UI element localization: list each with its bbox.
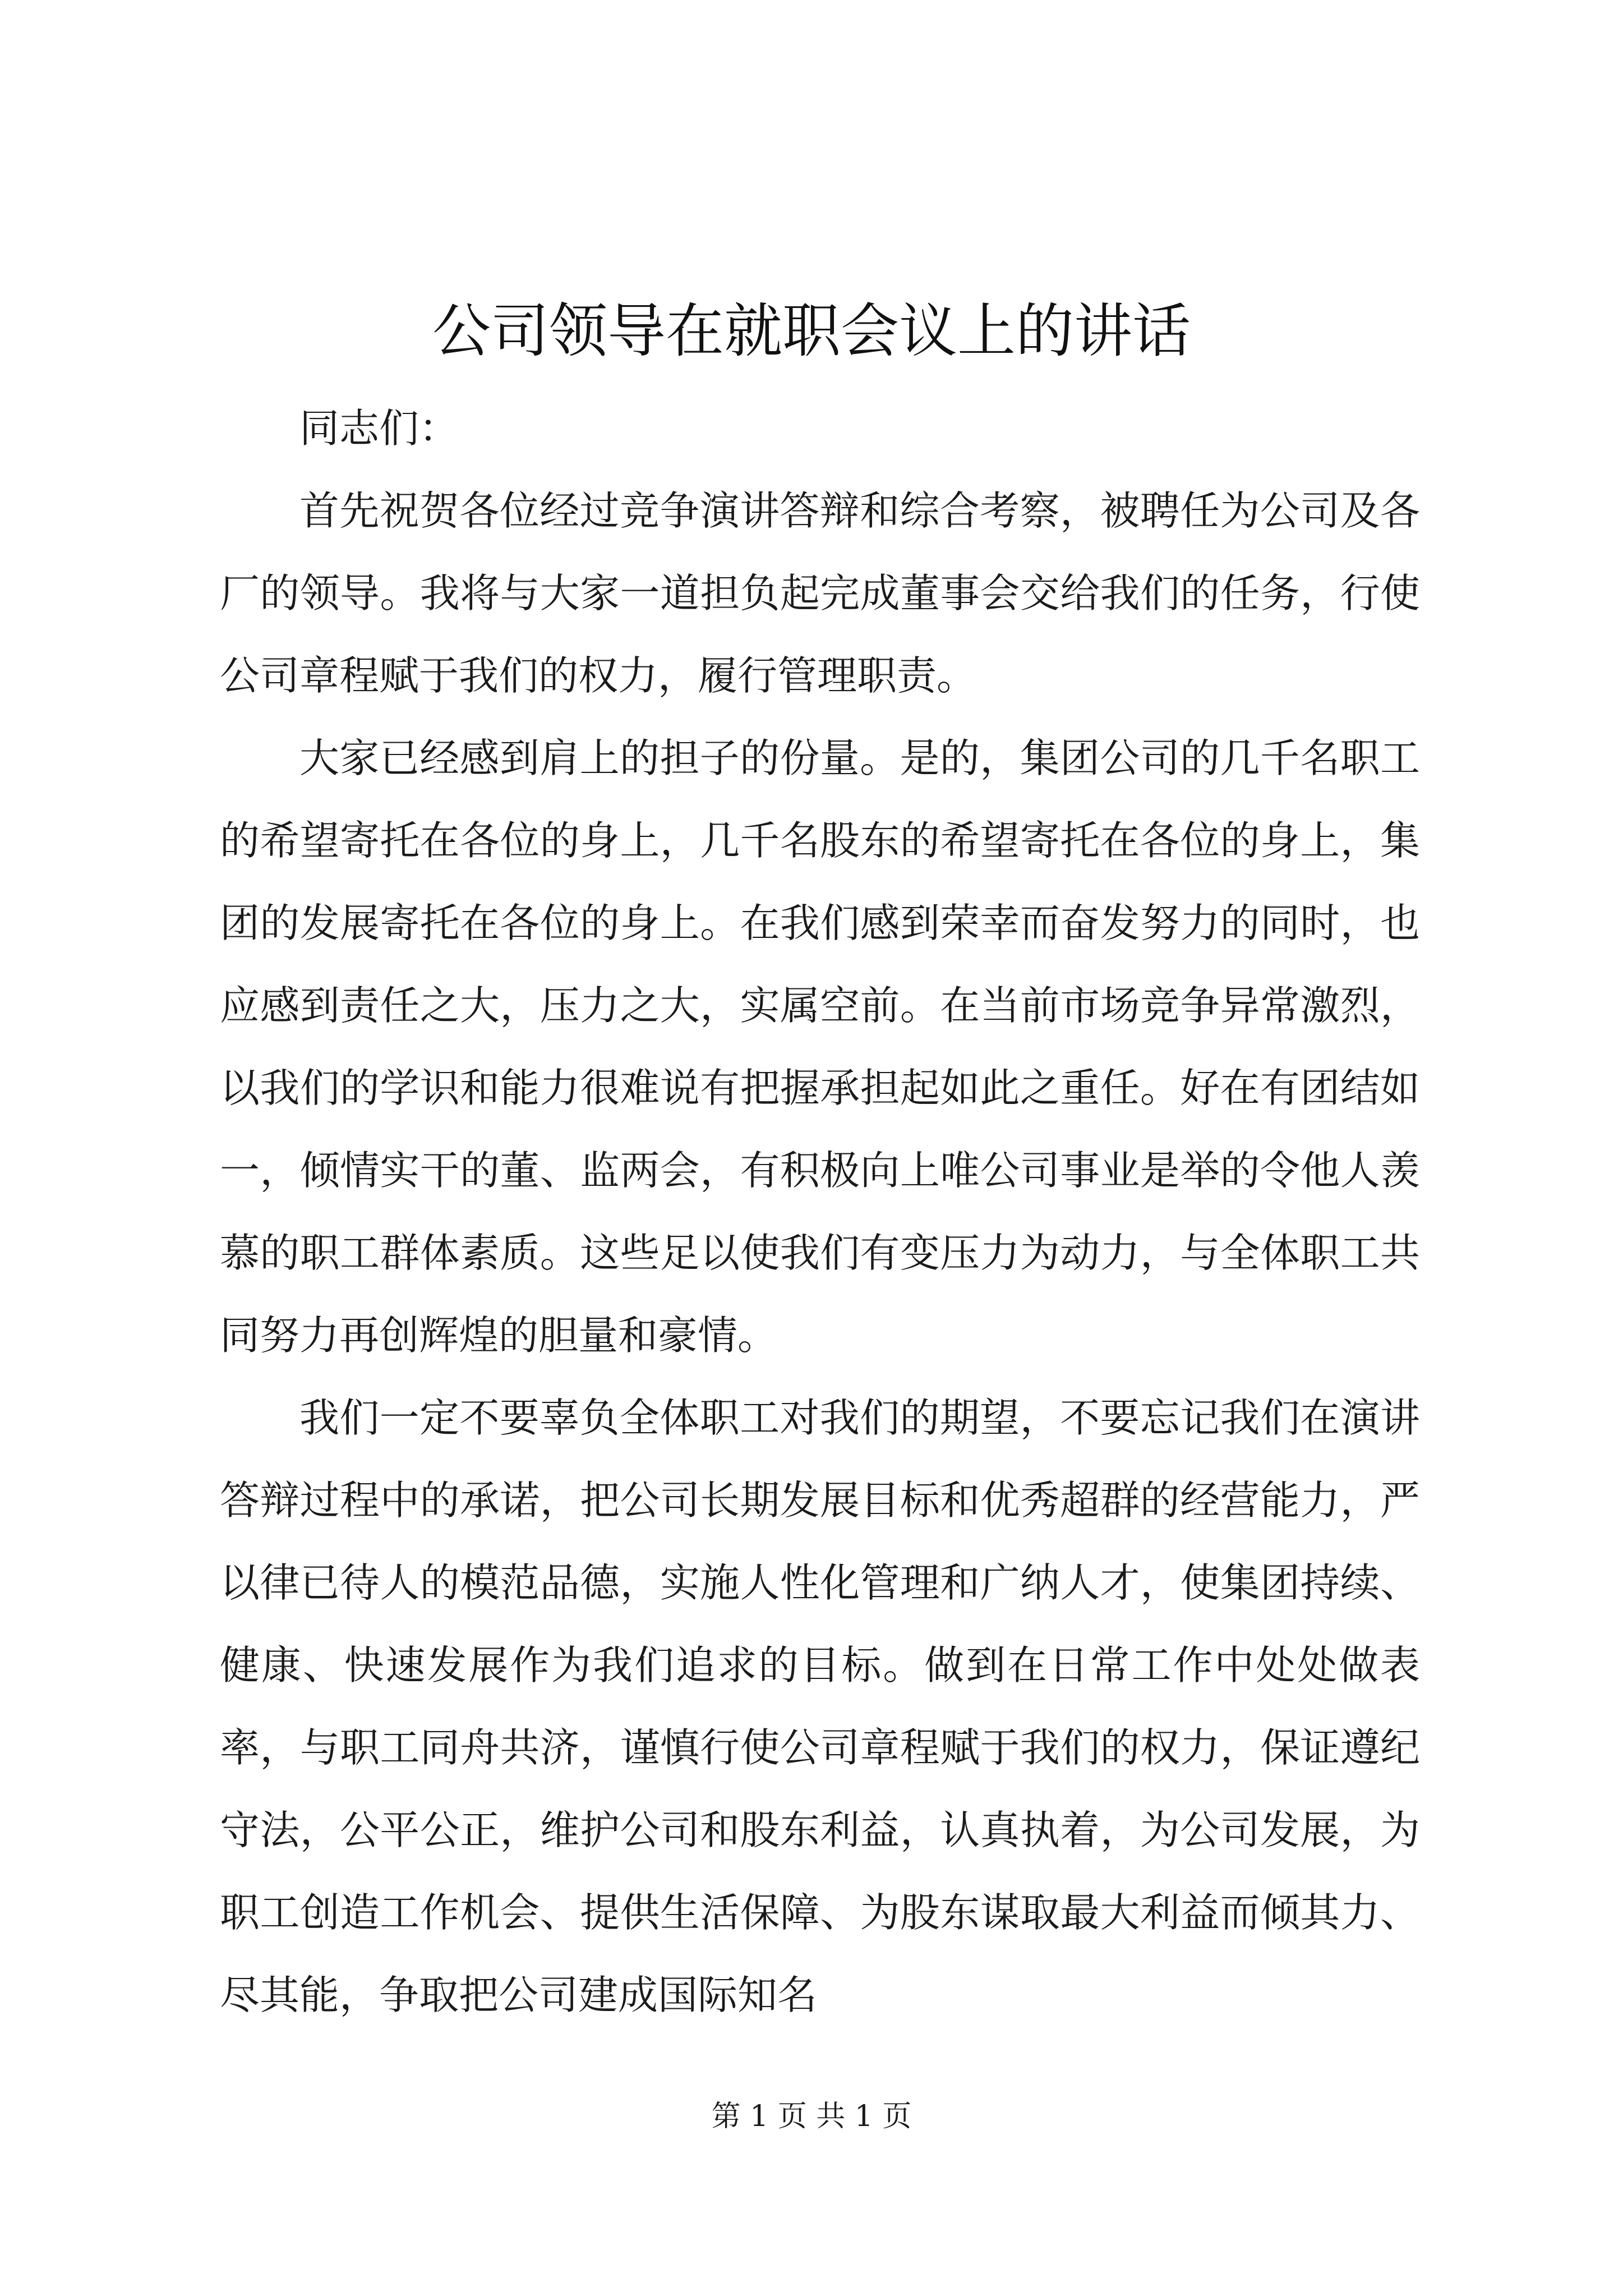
document-body [220,387,1420,2036]
paragraph-3: 我们一定不要辜负全体职工对我们的期望，不要忘记我们在演讲答辩过程中的承诺，把公司长期发展目标和优秀超群的经营能力，严以律已待人的模范品德，实施人性化管理和广纳人才，使集团持续、健康、快速发展作为我们追求的目标。做到在日常工作中处处做表率，与职工同舟共济，谨慎行使公司章程赋于我们的权力，保证遵纪守法，公平公正，维护公司和股东利益，认真执着，为公司发展，为职工创造工作机会、提供生活保障、为股东谋取最大利益而倾其力、尽其能，争取把公司建成国际知名 [220,1395,1420,2018]
salutation: 同志们： [299,405,459,452]
paragraph-1: 首先祝贺各位经过竞争演讲答辩和综合考察，被聘任为公司及各厂的领导。我将与大家一道担负起完成董事会交给我们的任务，行使公司章程赋于我们的权力，履行管理职责。 [220,487,1420,699]
paragraph-2: 大家已经感到肩上的担子的份量。是的，集团公司的几千名职工的希望寄托在各位的身上，几千名股东的希望寄托在各位的身上，集团的发展寄托在各位的身上。在我们感到荣幸而奋发努力的同时，也应感到责任之大，压力之大，实属空前。在当前市场竞争异常激烈，以我们的学识和能力很难说有把握承担起如此之重任。好在有团结如一，倾情实干的董、监两会，有积极向上唯公司事业是举的令他人羡慕的职工群体素质。这些足以使我们有变压力为动力，与全体职工共同努力再创辉煌的胆量和豪情。 [220,735,1420,1359]
page-footer: 第 1 页 共 1 页 [711,2100,912,2133]
document-title: 公司领导在就职会议上的讲话 [432,297,1191,365]
